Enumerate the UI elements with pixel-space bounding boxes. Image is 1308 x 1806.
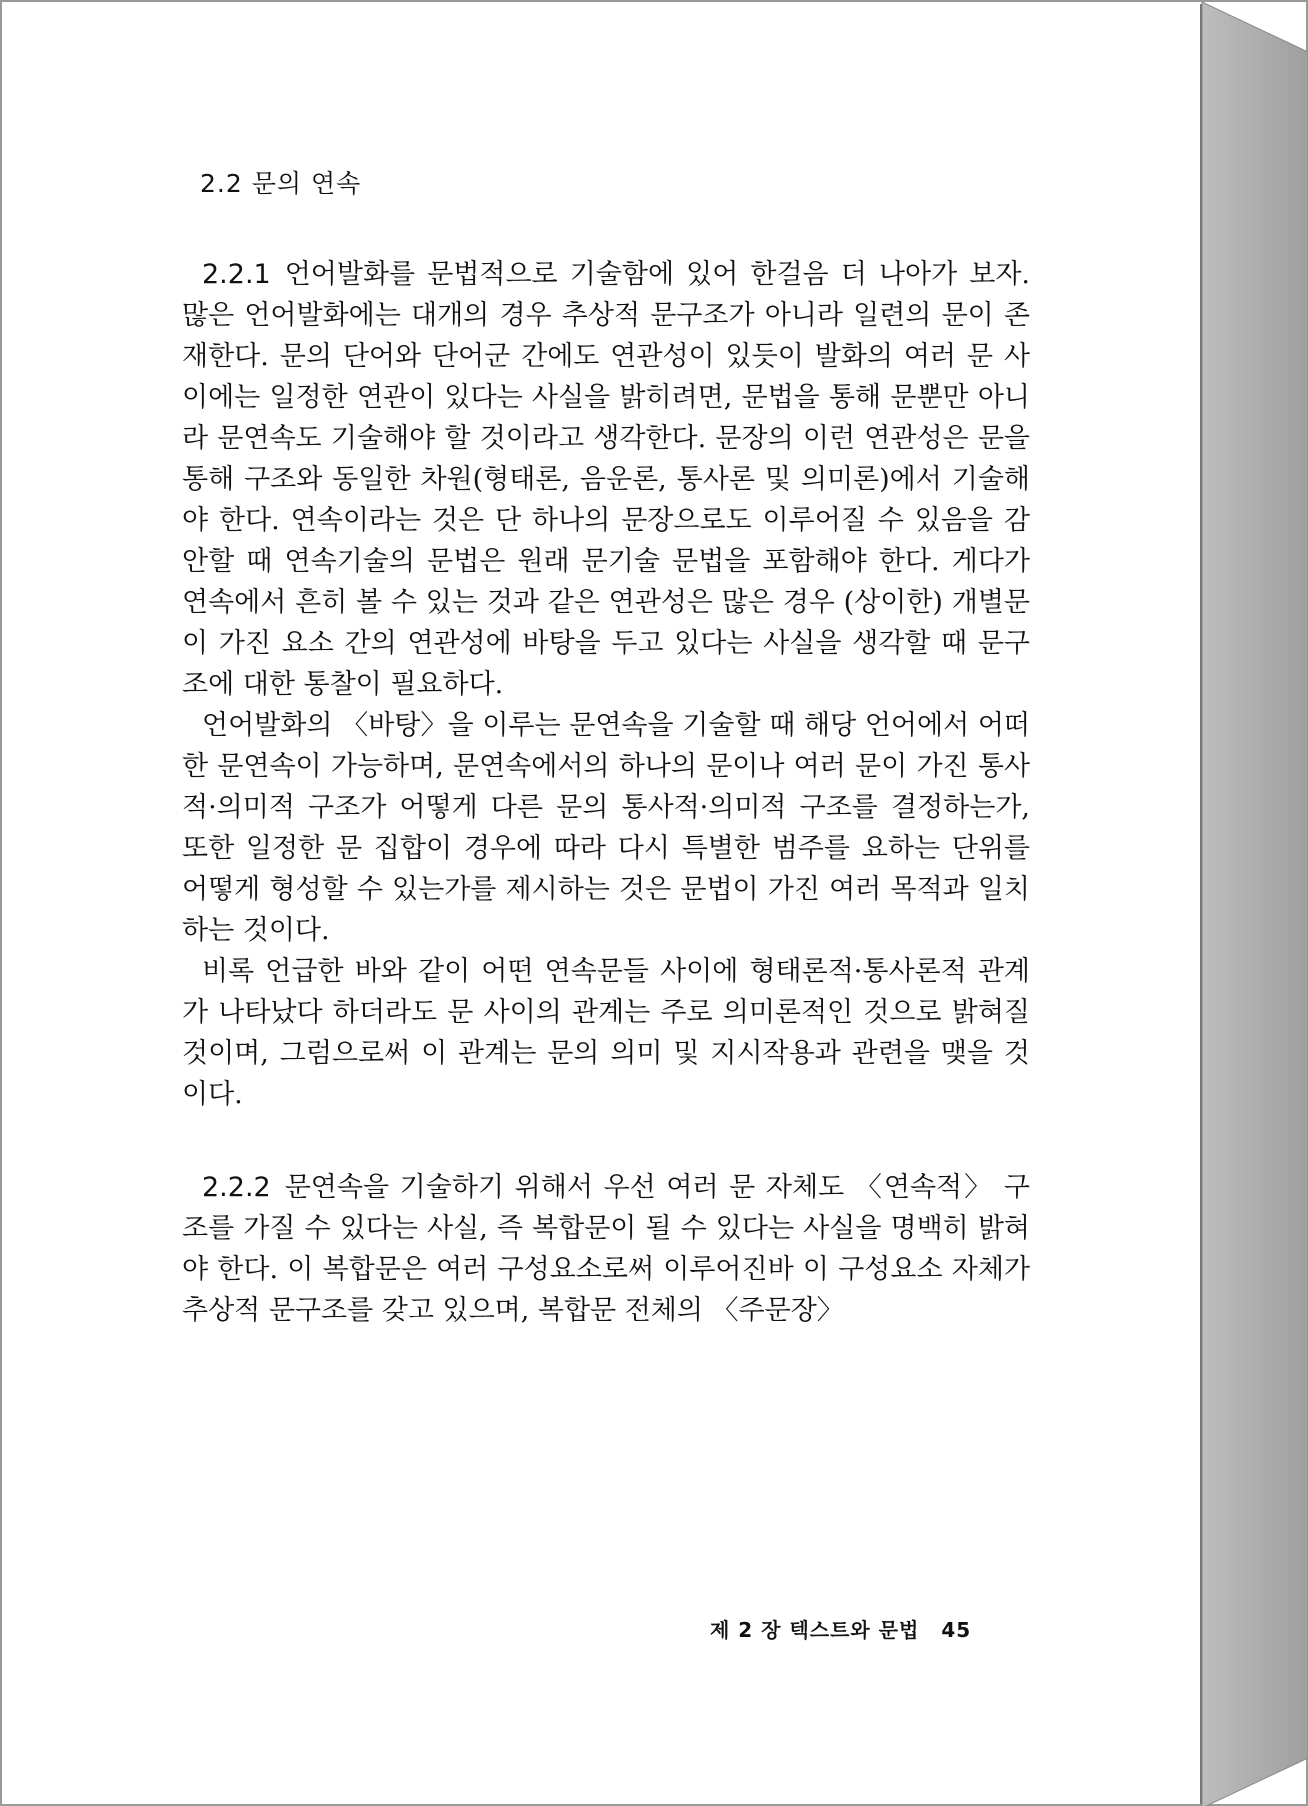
chapter-title: 제 2 장 텍스트와 문법 [710,1618,920,1642]
paragraph-number: 2.2.1 [202,259,271,290]
book-page [4,4,1202,1804]
page-content [182,164,1030,1331]
page-footer [710,1614,971,1643]
paragraph: 비록 언급한 바와 같이 어떤 연속문들 사이에 형태론적·통사론적 관계가 나타났다 하더라도 문 사이의 관계는 주로 의미론적인 것으로 밝혀질 것이며, 그럼으로써 이 관계는 문의 의미 및 지시작용과 관련을 맺을 것이다. [182,956,1030,1110]
paragraph-number: 2.2.2 [202,1172,271,1203]
paragraph: 언어발화의 〈바탕〉을 이루는 문연속을 기술할 때 해당 언어에서 어떠한 문연속이 가능하며, 문연속에서의 하나의 문이나 여러 문이 가진 통사적·의미적 구조가 어떻게 다른 문의 통사적·의미적 구조를 결정하는가, 또한 일정한 문 집합이 경우에 따라 다시 특별한 범주를 요하는 단위를 어떻게 형성할 수 있는가를 제시하는 것은 문법이 가진 여러 목적과 일치하는 것이다. [182,710,1030,946]
paragraph-text: 언어발화를 문법적으로 기술함에 있어 한걸음 더 나아가 보자. 많은 언어발화에는 대개의 경우 추상적 문구조가 아니라 일련의 문이 존재한다. 문의 단어와 단어군 간에도 연관성이 있듯이 발화의 여러 문 사이에는 일정한 연관이 있다는 사실을 밝히려면, 문법을 통해 문뿐만 아니라 문연속도 기술해야 할 것이라고 생각한다. 문장의 이런 연관성은 문을 통해 구조와 동일한 차원(형태론, 음운론, 통사론 및 의미론)에서 기술해야 한다. 연속이라는 것은 단 하나의 문장으로도 이루어질 수 있음을 감안할 때 연속기술의 문법은 원래 문기술 문법을 포함해야 한다. 게다가 연속에서 흔히 볼 수 있는 것과 같은 연관성은 많은 경우 (상이한) 개별문이 가진 요소 간의 연관성에 바탕을 두고 있다는 사실을 생각할 때 문구조에 대한 통찰이 필요하다. [182,259,1030,700]
paragraph-2-2-1 [182,254,1030,705]
page-number: 45 [941,1618,972,1642]
section-heading: 2.2 문의 연속 [200,169,362,198]
paragraph-2-2-2 [182,1167,1030,1331]
paragraph-text: 문연속을 기술하기 위해서 우선 여러 문 자체도 〈연속적〉 구조를 가질 수 있다는 사실, 즉 복합문이 될 수 있다는 사실을 명백히 밝혀야 한다. 이 복합문은 여러 구성요소로써 이루어진바 이 구성요소 자체가 추상적 문구조를 갖고 있으며, 복합문 전체의 〈주문장〉 [182,1172,1030,1326]
